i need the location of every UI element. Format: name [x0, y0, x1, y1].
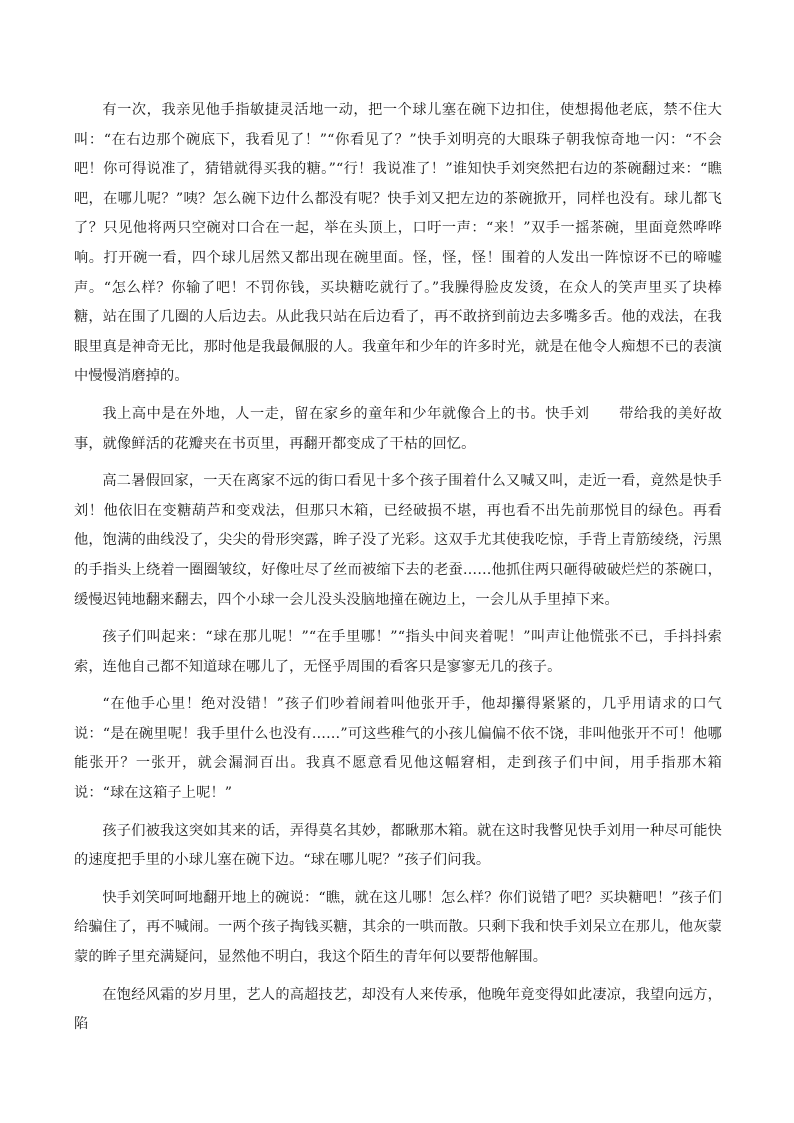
article-body — [74, 96, 722, 1040]
paragraph-5: “在他手心里！绝对没错！”孩子们吵着闹着叫他张开手，他却攥得紧紧的，几乎用请求的口气说：“是在碗里呢！我手里什么也没有……”可这些稚气的小孩儿偏偏不依不饶，非叫他张开不可！他哪能张开？一张开，就会漏洞百出。我真不愿意看见他这幅窘相，走到孩子们中间，用手指那木箱说：“球在这箱子上呢！” — [74, 696, 722, 802]
paragraph-7: 快手刘笑呵呵地翻开地上的碗说：“瞧，就在这儿哪！怎么样？你们说错了吧？买块糖吧！”孩子们给骗住了，再不喊闹。一两个孩子掏钱买糖，其余的一哄而散。只剩下我和快手刘呆立在那儿，他灰蒙蒙的眸子里充满疑问，显然他不明白，我这个陌生的青年何以要帮他解围。 — [74, 889, 722, 966]
paragraph-3: 高二暑假回家，一天在离家不远的街口看见十多个孩子围着什么又喊又叫，走近一看，竟然是快手刘！他依旧在变糖葫芦和变戏法，但那只木箱，已经破损不堪，再也看不出先前那悦目的绿色。再看他，饱满的曲线没了，尖尖的骨形突露，眸子没了光彩。这双手尤其使我吃惊，手背上青筋绫绕，污黑的手指头上绕着一圈圈皱纹，好像吐尽了丝而被缩下去的老蚕……他抓住两只砸得破破烂烂的茶碗口，缓慢迟钝地翻来翻去，四个小球一会儿没头没脑地撞在碗边上，一会儿从手里掉下来。 — [74, 473, 722, 608]
paragraph-6: 孩子们被我这突如其来的话，弄得莫名其妙，都瞅那木箱。就在这时我瞥见快手刘用一种尽可能快的速度把手里的小球儿塞在碗下边。“球在哪儿呢？”孩子们问我。 — [74, 822, 722, 869]
paragraph-2: 我上高中是在外地，人一走，留在家乡的童年和少年就像合上的书。快手刘 带给我的美好故事，就像鲜活的花瓣夹在书页里，再翻开都变成了干枯的回忆。 — [74, 405, 722, 452]
paragraph-4: 孩子们叫起来：“球在那儿呢！”“在手里哪！”“指头中间夹着呢！”叫声让他慌张不已，手抖抖索索，连他自己都不知道球在哪儿了，无怪乎周围的看客只是寥寥无几的孩子。 — [74, 629, 722, 675]
paragraph-1: 有一次，我亲见他手指敏捷灵活地一动，把一个球儿塞在碗下边扣住，使想揭他老底，禁不住大叫：“在右边那个碗底下，我看见了！”“你看见了？”快手刘明亮的大眼珠子朝我惊奇地一闪：“不会吧！你可得说准了，猜错就得买我的糖。”“行！我说准了！”谁知快手刘突然把右边的茶碗翻过来：“瞧吧，在哪儿呢？”咦？怎么碗下边什么都没有呢？快手刘又把左边的茶碗掀开，同样也没有。球儿都飞了？只见他将两只空碗对口合在一起，举在头顶上，口吁一声：“来！”双手一摇茶碗，里面竟然哗哗响。打开碗一看，四个球儿居然又都出现在碗里面。怪，怪，怪！围着的人发出一阵惊讶不已的啼嘘声。“怎么样？你输了吧！不罚你钱，买块糖吃就行了。”我臊得脸皮发烫，在众人的笑声里买了块棒糖，站在围了几圈的人后边去。从此我只站在后边看了，再不敢挤到前边去多嘴多舌。他的戏法，在我眼里真是神奇无比，那时他是我最佩服的人。我童年和少年的许多时光，就是在他令人痴想不已的表演中慢慢消磨掉的。 — [74, 102, 722, 385]
paragraph-8: 在饱经风霜的岁月里，艺人的高超技艺，却没有人来传承，他晚年竟变得如此凄凉，我望向远方，陷 — [74, 986, 722, 1033]
